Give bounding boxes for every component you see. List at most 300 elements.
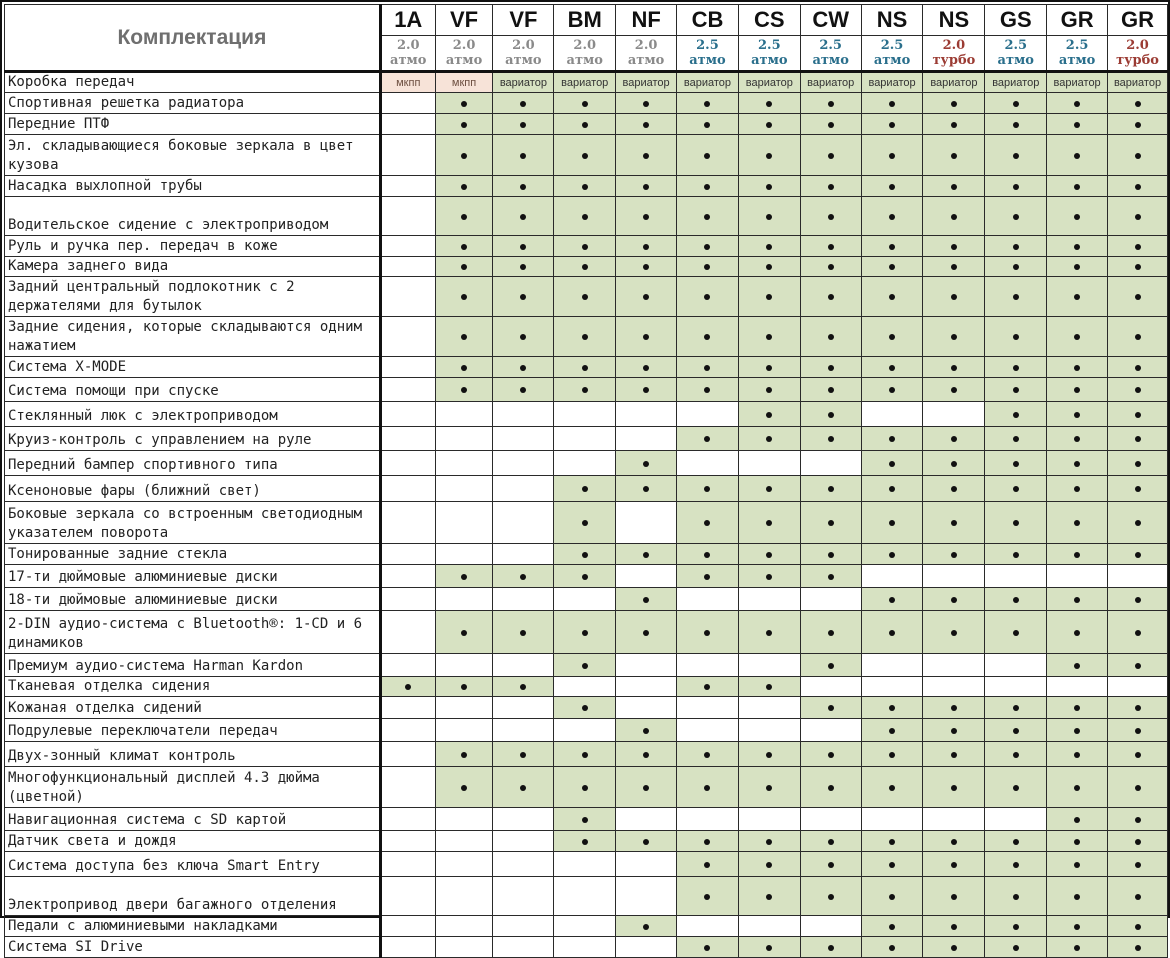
feature-available-cell bbox=[1047, 257, 1108, 277]
feature-available-cell bbox=[800, 378, 861, 402]
feature-unavailable-cell bbox=[493, 937, 554, 958]
bullet-icon bbox=[1013, 520, 1019, 526]
bullet-icon bbox=[889, 214, 895, 220]
bullet-icon bbox=[766, 153, 772, 159]
gearbox-row bbox=[5, 72, 1168, 93]
feature-available-cell bbox=[677, 502, 739, 544]
bullet-icon bbox=[704, 244, 710, 250]
bullet-icon bbox=[889, 705, 895, 711]
engine-type: турбо bbox=[932, 53, 976, 68]
bullet-icon bbox=[828, 184, 834, 190]
bullet-icon bbox=[828, 630, 834, 636]
bullet-icon bbox=[1013, 630, 1019, 636]
feature-available-cell bbox=[1108, 476, 1168, 502]
feature-unavailable-cell bbox=[985, 654, 1047, 677]
bullet-icon bbox=[951, 184, 957, 190]
trim-code-gr: GR bbox=[1108, 5, 1168, 36]
bullet-icon bbox=[643, 461, 649, 467]
feature-available-cell bbox=[616, 378, 677, 402]
feature-available-cell bbox=[1047, 357, 1108, 378]
feature-available-cell bbox=[1047, 916, 1108, 937]
bullet-icon bbox=[766, 520, 772, 526]
feature-available-cell bbox=[1108, 257, 1168, 277]
bullet-icon bbox=[461, 244, 467, 250]
bullet-icon bbox=[889, 597, 895, 603]
feature-unavailable-cell bbox=[493, 588, 554, 611]
bullet-icon bbox=[1135, 894, 1141, 900]
bullet-icon bbox=[1135, 924, 1141, 930]
feature-row bbox=[5, 176, 1168, 197]
feature-row bbox=[5, 831, 1168, 852]
bullet-icon bbox=[1135, 945, 1141, 951]
feature-available-cell bbox=[554, 502, 616, 544]
feature-unavailable-cell bbox=[380, 176, 435, 197]
bullet-icon bbox=[828, 785, 834, 791]
feature-unavailable-cell bbox=[380, 317, 435, 357]
engine-type: атмо bbox=[689, 53, 726, 68]
trim-code-cb: CB bbox=[677, 5, 739, 36]
feature-unavailable-cell bbox=[738, 719, 800, 742]
bullet-icon bbox=[889, 630, 895, 636]
feature-label: 2-DIN аудио-система с Bluetooth®: 1-CD и 6 динамиков bbox=[5, 611, 381, 654]
bullet-icon bbox=[951, 101, 957, 107]
feature-available-cell bbox=[923, 257, 985, 277]
bullet-icon bbox=[766, 839, 772, 845]
feature-unavailable-cell bbox=[616, 502, 677, 544]
feature-unavailable-cell bbox=[435, 808, 493, 831]
feature-label: Тонированные задние стекла bbox=[5, 544, 381, 565]
feature-unavailable-cell bbox=[923, 654, 985, 677]
feature-available-cell bbox=[985, 378, 1047, 402]
feature-available-cell bbox=[738, 427, 800, 451]
bullet-icon bbox=[951, 461, 957, 467]
feature-label: Система доступа без ключа Smart Entry bbox=[5, 852, 381, 877]
bullet-icon bbox=[1013, 387, 1019, 393]
bullet-icon bbox=[1074, 894, 1080, 900]
bullet-icon bbox=[461, 184, 467, 190]
engine-type: атмо bbox=[1058, 53, 1096, 68]
bullet-icon bbox=[582, 294, 588, 300]
bullet-icon bbox=[828, 294, 834, 300]
feature-available-cell bbox=[1047, 767, 1108, 808]
feature-available-cell bbox=[554, 742, 616, 767]
feature-available-cell bbox=[800, 402, 861, 427]
feature-available-cell bbox=[435, 677, 493, 697]
gearbox-cell: вариатор bbox=[861, 72, 923, 93]
feature-label: Боковые зеркала со встроенным светодиодным указателем поворота bbox=[5, 502, 381, 544]
feature-available-cell bbox=[738, 357, 800, 378]
bullet-icon bbox=[704, 894, 710, 900]
bullet-icon bbox=[1135, 728, 1141, 734]
engine-type: турбо bbox=[1116, 53, 1159, 68]
bullet-icon bbox=[643, 294, 649, 300]
feature-row bbox=[5, 476, 1168, 502]
feature-available-cell bbox=[861, 852, 923, 877]
feature-available-cell bbox=[554, 378, 616, 402]
feature-unavailable-cell bbox=[380, 451, 435, 476]
trim-engine-spec bbox=[616, 36, 677, 72]
bullet-icon bbox=[828, 365, 834, 371]
engine-volume: 2.0 bbox=[942, 38, 966, 53]
trim-engine-spec bbox=[380, 36, 435, 72]
trim-engine-spec bbox=[554, 36, 616, 72]
feature-available-cell bbox=[800, 697, 861, 719]
bullet-icon bbox=[951, 728, 957, 734]
trim-engine-spec bbox=[800, 36, 861, 72]
gearbox-cell: вариатор bbox=[800, 72, 861, 93]
feature-available-cell bbox=[616, 451, 677, 476]
bullet-icon bbox=[766, 630, 772, 636]
feature-row bbox=[5, 197, 1168, 236]
feature-label: Передние ПТФ bbox=[5, 114, 381, 135]
feature-available-cell bbox=[1047, 135, 1108, 176]
bullet-icon bbox=[704, 365, 710, 371]
bullet-icon bbox=[1013, 264, 1019, 270]
feature-label: Многофункциональный дисплей 4.3 дюйма (цветной) bbox=[5, 767, 381, 808]
bullet-icon bbox=[1135, 436, 1141, 442]
bullet-icon bbox=[582, 387, 588, 393]
bullet-icon bbox=[889, 122, 895, 128]
feature-available-cell bbox=[616, 197, 677, 236]
feature-row bbox=[5, 742, 1168, 767]
feature-available-cell bbox=[985, 176, 1047, 197]
bullet-icon bbox=[520, 574, 526, 580]
bullet-icon bbox=[766, 785, 772, 791]
feature-unavailable-cell bbox=[435, 476, 493, 502]
bullet-icon bbox=[1074, 461, 1080, 467]
bullet-icon bbox=[461, 752, 467, 758]
feature-row bbox=[5, 502, 1168, 544]
feature-available-cell bbox=[861, 378, 923, 402]
feature-available-cell bbox=[923, 176, 985, 197]
feature-available-cell bbox=[1108, 808, 1168, 831]
feature-label: Камера заднего вида bbox=[5, 257, 381, 277]
feature-available-cell bbox=[861, 544, 923, 565]
feature-available-cell bbox=[554, 767, 616, 808]
bullet-icon bbox=[1013, 597, 1019, 603]
feature-available-cell bbox=[1108, 135, 1168, 176]
feature-available-cell bbox=[861, 114, 923, 135]
feature-available-cell bbox=[800, 831, 861, 852]
bullet-icon bbox=[828, 552, 834, 558]
bullet-icon bbox=[766, 574, 772, 580]
feature-available-cell bbox=[616, 176, 677, 197]
bullet-icon bbox=[704, 184, 710, 190]
bullet-icon bbox=[889, 184, 895, 190]
feature-available-cell bbox=[923, 588, 985, 611]
feature-row bbox=[5, 808, 1168, 831]
feature-available-cell bbox=[616, 916, 677, 937]
feature-available-cell bbox=[493, 236, 554, 257]
feature-row bbox=[5, 611, 1168, 654]
feature-unavailable-cell bbox=[435, 852, 493, 877]
bullet-icon bbox=[766, 122, 772, 128]
bullet-icon bbox=[951, 122, 957, 128]
feature-available-cell bbox=[554, 544, 616, 565]
bullet-icon bbox=[520, 752, 526, 758]
bullet-icon bbox=[1013, 486, 1019, 492]
feature-available-cell bbox=[800, 476, 861, 502]
feature-unavailable-cell bbox=[677, 588, 739, 611]
feature-available-cell bbox=[493, 135, 554, 176]
feature-available-cell bbox=[1108, 236, 1168, 257]
feature-available-cell bbox=[800, 176, 861, 197]
bullet-icon bbox=[828, 101, 834, 107]
feature-label: Коробка передач bbox=[5, 72, 381, 93]
bullet-icon bbox=[643, 122, 649, 128]
bullet-icon bbox=[1135, 552, 1141, 558]
bullet-icon bbox=[828, 244, 834, 250]
feature-available-cell bbox=[923, 937, 985, 958]
bullet-icon bbox=[951, 436, 957, 442]
bullet-icon bbox=[461, 153, 467, 159]
feature-available-cell bbox=[493, 357, 554, 378]
engine-volume: 2.5 bbox=[880, 38, 904, 53]
bullet-icon bbox=[1013, 294, 1019, 300]
bullet-icon bbox=[704, 294, 710, 300]
bullet-icon bbox=[1074, 839, 1080, 845]
bullet-icon bbox=[704, 862, 710, 868]
feature-available-cell bbox=[554, 317, 616, 357]
feature-unavailable-cell bbox=[985, 808, 1047, 831]
feature-unavailable-cell bbox=[677, 451, 739, 476]
feature-available-cell bbox=[800, 317, 861, 357]
feature-available-cell bbox=[1108, 357, 1168, 378]
feature-available-cell bbox=[554, 236, 616, 257]
feature-unavailable-cell bbox=[554, 677, 616, 697]
bullet-icon bbox=[889, 436, 895, 442]
feature-available-cell bbox=[677, 114, 739, 135]
feature-available-cell bbox=[861, 93, 923, 114]
bullet-icon bbox=[643, 214, 649, 220]
feature-available-cell bbox=[861, 916, 923, 937]
feature-available-cell bbox=[1047, 719, 1108, 742]
feature-available-cell bbox=[738, 877, 800, 916]
feature-available-cell bbox=[800, 852, 861, 877]
bullet-icon bbox=[1074, 862, 1080, 868]
feature-available-cell bbox=[677, 197, 739, 236]
feature-label: Кожаная отделка сидений bbox=[5, 697, 381, 719]
feature-available-cell bbox=[985, 114, 1047, 135]
bullet-icon bbox=[889, 486, 895, 492]
bullet-icon bbox=[582, 752, 588, 758]
bullet-icon bbox=[889, 839, 895, 845]
bullet-icon bbox=[1135, 461, 1141, 467]
bullet-icon bbox=[766, 244, 772, 250]
feature-available-cell bbox=[1047, 402, 1108, 427]
feature-available-cell bbox=[738, 135, 800, 176]
feature-available-cell bbox=[985, 317, 1047, 357]
gearbox-cell: вариатор bbox=[738, 72, 800, 93]
feature-available-cell bbox=[435, 357, 493, 378]
bullet-icon bbox=[643, 264, 649, 270]
feature-row bbox=[5, 277, 1168, 317]
feature-available-cell bbox=[677, 476, 739, 502]
feature-available-cell bbox=[738, 257, 800, 277]
bullet-icon bbox=[889, 365, 895, 371]
feature-unavailable-cell bbox=[738, 808, 800, 831]
bullet-icon bbox=[1074, 334, 1080, 340]
bullet-icon bbox=[1135, 839, 1141, 845]
feature-unavailable-cell bbox=[861, 565, 923, 588]
bullet-icon bbox=[766, 294, 772, 300]
feature-row bbox=[5, 916, 1168, 937]
feature-unavailable-cell bbox=[380, 257, 435, 277]
feature-available-cell bbox=[861, 611, 923, 654]
feature-unavailable-cell bbox=[677, 402, 739, 427]
bullet-icon bbox=[704, 552, 710, 558]
feature-unavailable-cell bbox=[800, 808, 861, 831]
bullet-icon bbox=[828, 387, 834, 393]
feature-available-cell bbox=[1047, 742, 1108, 767]
feature-unavailable-cell bbox=[435, 937, 493, 958]
feature-unavailable-cell bbox=[738, 451, 800, 476]
feature-unavailable-cell bbox=[677, 808, 739, 831]
feature-available-cell bbox=[800, 544, 861, 565]
feature-available-cell bbox=[800, 654, 861, 677]
feature-unavailable-cell bbox=[493, 476, 554, 502]
bullet-icon bbox=[704, 574, 710, 580]
feature-available-cell bbox=[985, 916, 1047, 937]
feature-available-cell bbox=[738, 502, 800, 544]
feature-available-cell bbox=[923, 719, 985, 742]
feature-unavailable-cell bbox=[380, 476, 435, 502]
feature-unavailable-cell bbox=[380, 916, 435, 937]
feature-label: Система SI Drive bbox=[5, 937, 381, 958]
bullet-icon bbox=[889, 101, 895, 107]
feature-unavailable-cell bbox=[380, 654, 435, 677]
feature-available-cell bbox=[493, 742, 554, 767]
feature-available-cell bbox=[800, 277, 861, 317]
bullet-icon bbox=[766, 365, 772, 371]
feature-available-cell bbox=[923, 916, 985, 937]
trim-code-gr: GR bbox=[1047, 5, 1108, 36]
bullet-icon bbox=[1135, 862, 1141, 868]
bullet-icon bbox=[766, 412, 772, 418]
bullet-icon bbox=[1013, 862, 1019, 868]
bullet-icon bbox=[1074, 184, 1080, 190]
bullet-icon bbox=[889, 153, 895, 159]
bullet-icon bbox=[1074, 214, 1080, 220]
feature-available-cell bbox=[1047, 114, 1108, 135]
bullet-icon bbox=[643, 839, 649, 845]
bullet-icon bbox=[1074, 752, 1080, 758]
bullet-icon bbox=[582, 520, 588, 526]
trim-engine-spec bbox=[738, 36, 800, 72]
feature-unavailable-cell bbox=[380, 808, 435, 831]
feature-available-cell bbox=[923, 317, 985, 357]
feature-unavailable-cell bbox=[380, 277, 435, 317]
bullet-icon bbox=[951, 387, 957, 393]
bullet-icon bbox=[1135, 785, 1141, 791]
feature-available-cell bbox=[861, 135, 923, 176]
bullet-icon bbox=[1135, 294, 1141, 300]
feature-available-cell bbox=[677, 378, 739, 402]
bullet-icon bbox=[1013, 839, 1019, 845]
feature-available-cell bbox=[800, 197, 861, 236]
feature-available-cell bbox=[616, 236, 677, 257]
feature-available-cell bbox=[985, 544, 1047, 565]
bullet-icon bbox=[828, 663, 834, 669]
gearbox-cell: вариатор bbox=[493, 72, 554, 93]
feature-available-cell bbox=[1047, 697, 1108, 719]
feature-available-cell bbox=[738, 831, 800, 852]
feature-available-cell bbox=[554, 697, 616, 719]
feature-available-cell bbox=[923, 476, 985, 502]
engine-type: атмо bbox=[997, 53, 1034, 68]
bullet-icon bbox=[951, 705, 957, 711]
bullet-icon bbox=[1074, 552, 1080, 558]
bullet-icon bbox=[1074, 101, 1080, 107]
bullet-icon bbox=[766, 486, 772, 492]
feature-available-cell bbox=[738, 402, 800, 427]
trim-code-vf: VF bbox=[435, 5, 493, 36]
bullet-icon bbox=[643, 785, 649, 791]
feature-available-cell bbox=[923, 502, 985, 544]
feature-available-cell bbox=[738, 317, 800, 357]
feature-available-cell bbox=[493, 677, 554, 697]
bullet-icon bbox=[828, 122, 834, 128]
feature-available-cell bbox=[800, 767, 861, 808]
feature-unavailable-cell bbox=[493, 877, 554, 916]
bullet-icon bbox=[828, 752, 834, 758]
feature-unavailable-cell bbox=[554, 937, 616, 958]
bullet-icon bbox=[461, 785, 467, 791]
feature-unavailable-cell bbox=[616, 677, 677, 697]
feature-available-cell bbox=[923, 852, 985, 877]
feature-available-cell bbox=[800, 114, 861, 135]
feature-available-cell bbox=[677, 677, 739, 697]
feature-available-cell bbox=[1108, 114, 1168, 135]
feature-available-cell bbox=[861, 277, 923, 317]
bullet-icon bbox=[1074, 486, 1080, 492]
feature-unavailable-cell bbox=[380, 197, 435, 236]
feature-row bbox=[5, 588, 1168, 611]
feature-available-cell bbox=[800, 565, 861, 588]
bullet-icon bbox=[520, 294, 526, 300]
feature-available-cell bbox=[738, 937, 800, 958]
bullet-icon bbox=[951, 924, 957, 930]
feature-available-cell bbox=[923, 697, 985, 719]
bullet-icon bbox=[1074, 153, 1080, 159]
bullet-icon bbox=[643, 552, 649, 558]
feature-available-cell bbox=[800, 93, 861, 114]
feature-available-cell bbox=[1047, 176, 1108, 197]
bullet-icon bbox=[1013, 334, 1019, 340]
bullet-icon bbox=[1074, 365, 1080, 371]
feature-unavailable-cell bbox=[923, 677, 985, 697]
feature-available-cell bbox=[554, 93, 616, 114]
feature-available-cell bbox=[985, 257, 1047, 277]
bullet-icon bbox=[520, 365, 526, 371]
gearbox-cell: вариатор bbox=[923, 72, 985, 93]
feature-unavailable-cell bbox=[435, 588, 493, 611]
feature-available-cell bbox=[435, 767, 493, 808]
bullet-icon bbox=[1074, 294, 1080, 300]
trim-code-bm: BM bbox=[554, 5, 616, 36]
engine-volume: 2.0 bbox=[1126, 38, 1149, 53]
feature-unavailable-cell bbox=[677, 719, 739, 742]
feature-unavailable-cell bbox=[800, 719, 861, 742]
feature-available-cell bbox=[616, 257, 677, 277]
feature-available-cell bbox=[554, 176, 616, 197]
feature-available-cell bbox=[435, 565, 493, 588]
feature-unavailable-cell bbox=[616, 565, 677, 588]
feature-available-cell bbox=[861, 451, 923, 476]
bullet-icon bbox=[1013, 752, 1019, 758]
feature-available-cell bbox=[493, 277, 554, 317]
feature-available-cell bbox=[923, 544, 985, 565]
